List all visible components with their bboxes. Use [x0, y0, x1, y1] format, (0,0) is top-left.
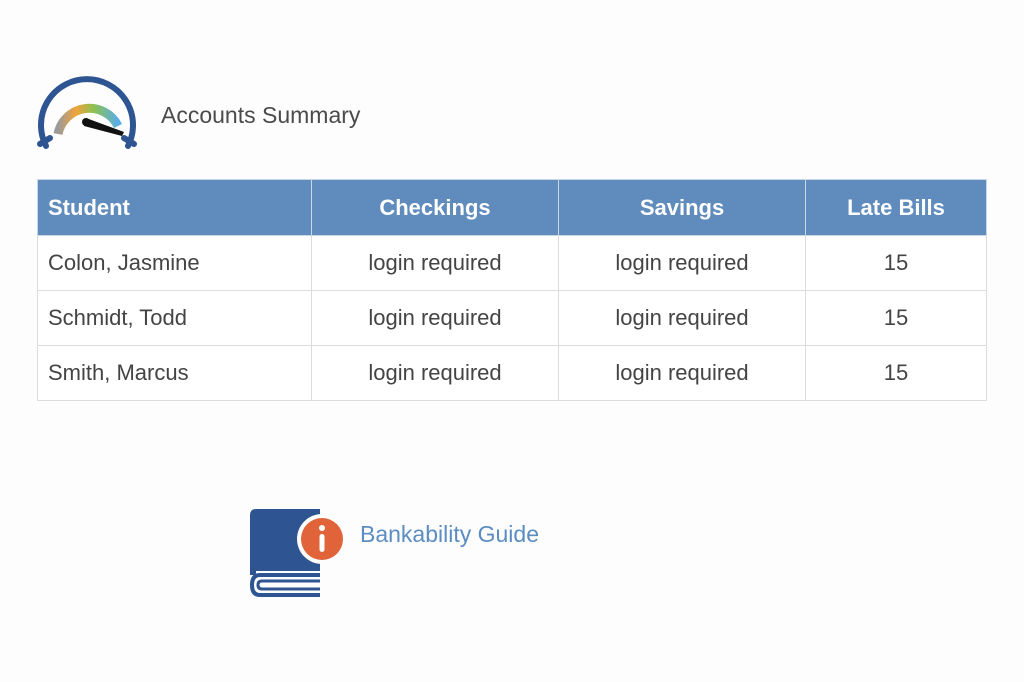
- table-row: [38, 291, 987, 346]
- column-header-savings: Savings: [559, 180, 806, 236]
- checkings-cell: login required: [312, 346, 559, 401]
- savings-cell: login required: [559, 346, 806, 401]
- late-bills-cell: 15: [806, 291, 987, 346]
- book-info-icon: [250, 509, 346, 601]
- student-name-cell: Colon, Jasmine: [38, 236, 312, 291]
- checkings-cell: login required: [312, 236, 559, 291]
- savings-cell: login required: [559, 291, 806, 346]
- page-header: [36, 74, 138, 154]
- speedometer-gauge-icon: [36, 74, 138, 154]
- column-header-late-bills: Late Bills: [806, 180, 987, 236]
- column-header-checkings: Checkings: [312, 180, 559, 236]
- table-header-row: [38, 180, 987, 236]
- column-header-student: Student: [38, 180, 312, 236]
- late-bills-cell: 15: [806, 236, 987, 291]
- table-row: [38, 236, 987, 291]
- checkings-cell: login required: [312, 291, 559, 346]
- student-name-cell: Smith, Marcus: [38, 346, 312, 401]
- student-name-cell: Schmidt, Todd: [38, 291, 312, 346]
- bankability-guide-link[interactable]: [250, 509, 539, 601]
- savings-cell: login required: [559, 236, 806, 291]
- table-row: [38, 346, 987, 401]
- accounts-table: [37, 179, 987, 401]
- bankability-guide-label[interactable]: Bankability Guide: [360, 521, 539, 547]
- page-title: Accounts Summary: [161, 102, 361, 128]
- late-bills-cell: 15: [806, 346, 987, 401]
